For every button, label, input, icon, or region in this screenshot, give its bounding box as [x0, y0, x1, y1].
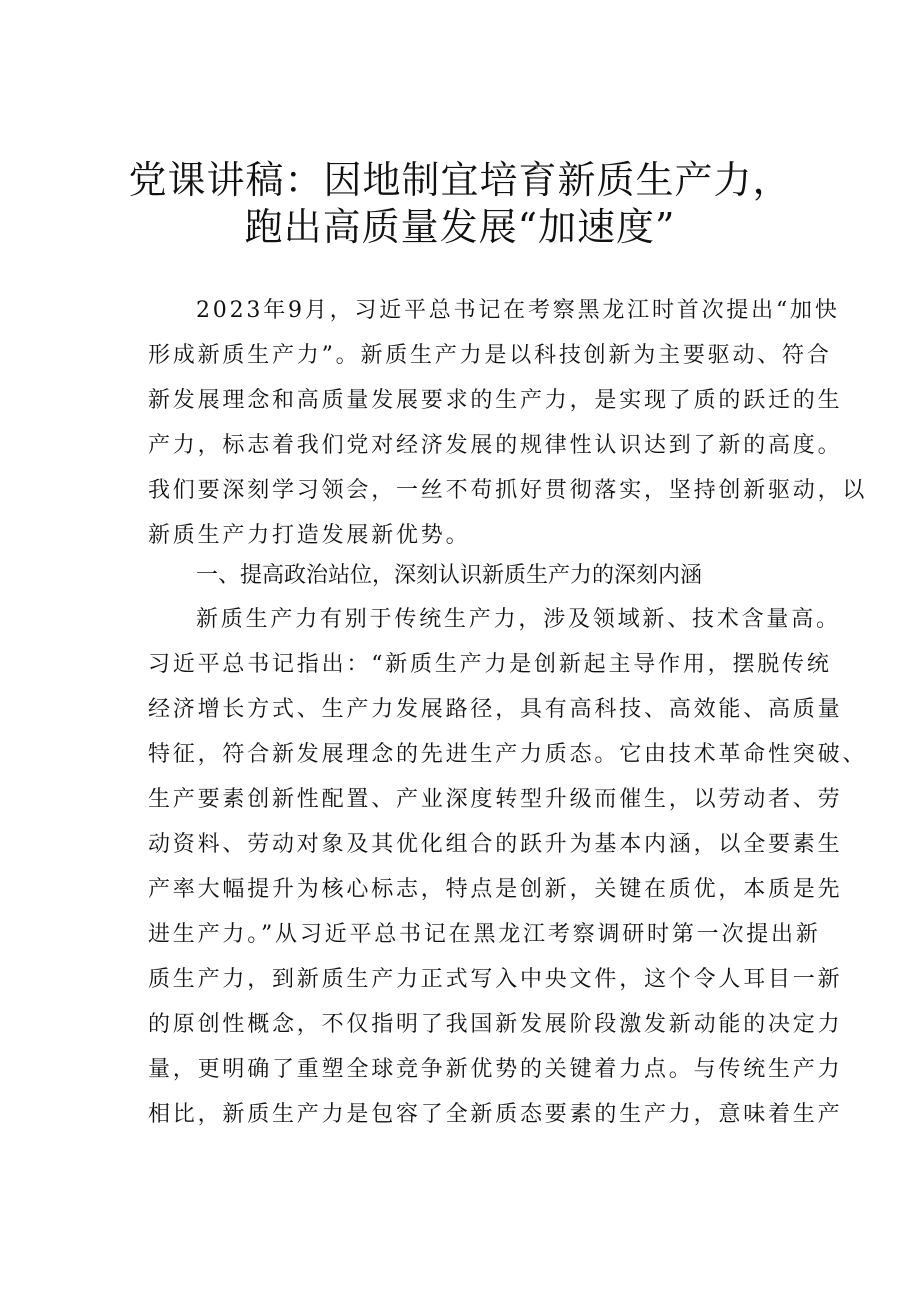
paragraph-line: 相比，新质生产力是包容了全新质态要素的生产力，意味着生产	[148, 1102, 843, 1127]
paragraph-line: 新质生产力有别于传统生产力，涉及领域新、技术含量高。	[196, 607, 841, 632]
paragraph-line: 动资料、劳动对象及其优化组合的跃升为基本内涵，以全要素生	[148, 832, 843, 857]
paragraph-line: 2023年9月，习近平总书记在考察黑龙江时首次提出“加快	[196, 298, 840, 323]
document-title-line-1: 党课讲稿：因地制宜培育新质生产力，	[128, 158, 792, 202]
paragraph-line: 特征，符合新发展理念的先进生产力质态。它由技术革命性突破、	[148, 742, 868, 767]
paragraph-line: 质生产力，到新质生产力正式写入中央文件，这个令人耳目一新	[148, 967, 843, 992]
paragraph-intro	[148, 288, 868, 558]
paragraph-line: 的原创性概念，不仅指明了我国新发展阶段激发新动能的决定力	[148, 1012, 843, 1037]
paragraph-line: 新质生产力打造发展新优势。	[148, 523, 471, 548]
paragraph-section-1	[148, 597, 868, 1137]
paragraph-line: 进生产力。”从习近平总书记在黑龙江考察调研时第一次提出新	[148, 922, 821, 947]
paragraph-line: 量，更明确了重塑全球竞争新优势的关键着力点。与传统生产力	[148, 1057, 843, 1082]
paragraph-line: 产力，标志着我们党对经济发展的规律性认识达到了新的高度。	[148, 433, 843, 458]
paragraph-line: 我们要深刻学习领会，一丝不苟抓好贯彻落实，坚持创新驱动，以	[148, 478, 868, 503]
paragraph-line: 形成新质生产力”。新质生产力是以科技创新为主要驱动、符合	[148, 343, 832, 368]
paragraph-line: 新发展理念和高质量发展要求的生产力，是实现了质的跃迁的生	[148, 388, 843, 413]
paragraph-line: 经济增长方式、生产力发展路径，具有高科技、高效能、高质量	[148, 697, 843, 722]
paragraph-line: 习近平总书记指出：“新质生产力是创新起主导作用，摆脱传统	[148, 652, 832, 677]
document-title-line-2: 跑出高质量发展“加速度”	[244, 205, 676, 249]
paragraph-line: 产率大幅提升为核心标志，特点是创新，关键在质优，本质是先	[148, 877, 843, 902]
paragraph-line: 生产要素创新性配置、产业深度转型升级而催生，以劳动者、劳	[148, 787, 843, 812]
section-heading-1: 一、提高政治站位，深刻认识新质生产力的深刻内涵	[196, 563, 703, 588]
